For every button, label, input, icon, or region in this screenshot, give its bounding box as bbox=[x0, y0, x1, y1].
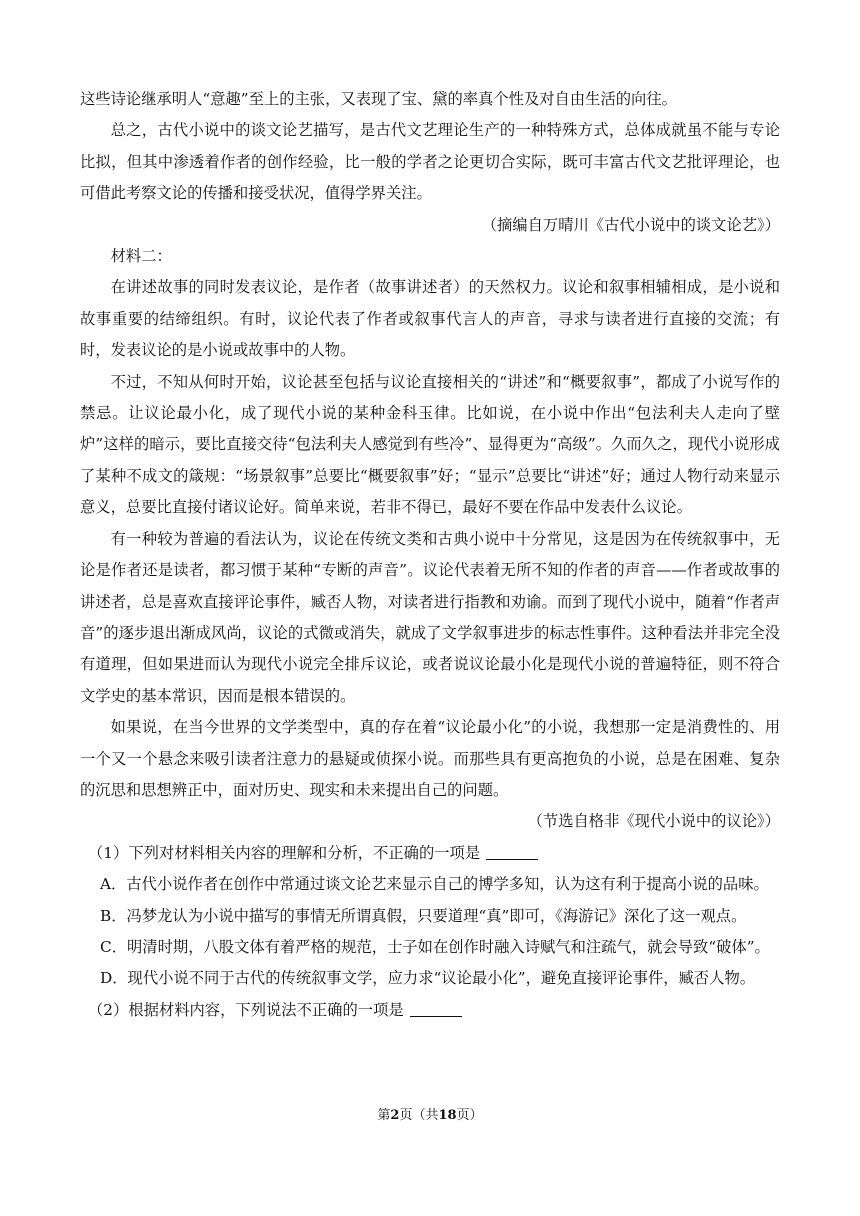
option-a: A．古代小说作者在创作中常通过谈文论艺来显示自己的博学多知，认为这有利于提高小说的品味。 bbox=[100, 875, 769, 894]
page-footer bbox=[0, 1106, 860, 1126]
question-1 bbox=[80, 838, 780, 869]
material-heading: 材料二： bbox=[110, 247, 172, 266]
footer-middle: 页（共 bbox=[399, 1108, 439, 1123]
paragraph: 这些诗论继承明人“意趣”至上的主张，又表现了宝、黛的率真个性及对自由生活的向往。 bbox=[80, 90, 677, 108]
page-number: 2 bbox=[390, 1108, 400, 1123]
answer-blank[interactable] bbox=[486, 843, 538, 859]
question-2 bbox=[80, 995, 780, 1026]
answer-blank[interactable] bbox=[410, 1000, 462, 1016]
question-2-stem: （2）根据材料内容，下列说法不正确的一项是 bbox=[88, 1000, 404, 1019]
source-citation: （节选自格非《现代小说中的议论》） bbox=[527, 812, 780, 831]
option-b: B．冯梦龙认为小说中描写的事情无所谓真假，只要道理“真”即可，《海游记》深化了这一观点。 bbox=[100, 906, 747, 925]
source-citation: （摘编自万晴川《古代小说中的谈文论艺》） bbox=[481, 215, 780, 234]
option-d: D．现代小说不同于古代的传统叙事文学，应力求“议论最小化”，避免直接评论事件，臧否人物。 bbox=[100, 969, 756, 988]
paragraph: 有一种较为普遍的看法认为，议论在传统文类和古典小说中十分常见，这是因为在传统叙事中，无论是作者还是读者，都习惯于某种“专断的声音”。议论代表着无所不知的作者的声音——作者或故事的讲述者，总是喜欢直接评论事件，臧否人物，对读者进行指教和劝谕。而到了现代小说中，随着“作者声音”的逐步退出渐成风尚，议论的式微或消失，就成了文学叙事进步的标志性事件。这种看法并非完全没有道理，但如果进而认为现代小说完全排斥议论，或者说议论最小化是现代小说的普遍特征，则不符合文学史的基本常识，因而是根本错误的。 bbox=[80, 529, 780, 705]
page-content bbox=[80, 84, 780, 1026]
paragraph: 不过，不知从何时开始，议论甚至包括与议论直接相关的“讲述”和“概要叙事”，都成了小说写作的禁忌。让议论最小化，成了现代小说的某种金科玉律。比如说，在小说中作出“包法利夫人走向了壁炉”这样的暗示，要比直接交待“包法利夫人感觉到有些冷”、显得更为“高级”。久而久之，现代小说形成了某种不成文的箴规：“场景叙事”总要比“概要叙事”好；“显示”总要比“讲述”好；通过人物行动来显示意义，总要比直接付诸议论好。简单来说，若非不得已，最好不要在作品中发表什么议论。 bbox=[80, 372, 780, 517]
footer-prefix: 第 bbox=[377, 1108, 391, 1123]
paragraph: 如果说，在当今世界的文学类型中，真的存在着“议论最小化”的小说，我想那一定是消费性的、用一个又一个悬念来吸引读者注意力的悬疑或侦探小说。而那些具有更高抱负的小说，总是在困难、复杂的沉思和思想辨正中，面对历史、现实和未来提出自己的问题。 bbox=[80, 718, 780, 799]
question-1-stem: （1）下列对材料相关内容的理解和分析，不正确的一项是 bbox=[88, 843, 481, 862]
paragraph: 总之，古代小说中的谈文论艺描写，是古代文艺理论生产的一种特殊方式，总体成就虽不能与专论比拟，但其中渗透着作者的创作经验，比一般的学者之论更切合实际，既可丰富古代文艺批评理论，也可借此考察文论的传播和接受状况，值得学界关注。 bbox=[80, 121, 780, 203]
option-c: C．明清时期，八股文体有着严格的规范，士子如在创作时融入诗赋气和注疏气，就会导致“破体”。 bbox=[100, 937, 770, 956]
total-pages: 18 bbox=[438, 1108, 457, 1123]
footer-suffix: 页） bbox=[456, 1108, 483, 1123]
paragraph: 在讲述故事的同时发表议论，是作者（故事讲述者）的天然权力。议论和叙事相辅相成，是小说和故事重要的结缔组织。有时，议论代表了作者或叙事代言人的声音，寻求与读者进行直接的交流；有时，发表议论的是小说或故事中的人物。 bbox=[80, 278, 780, 360]
